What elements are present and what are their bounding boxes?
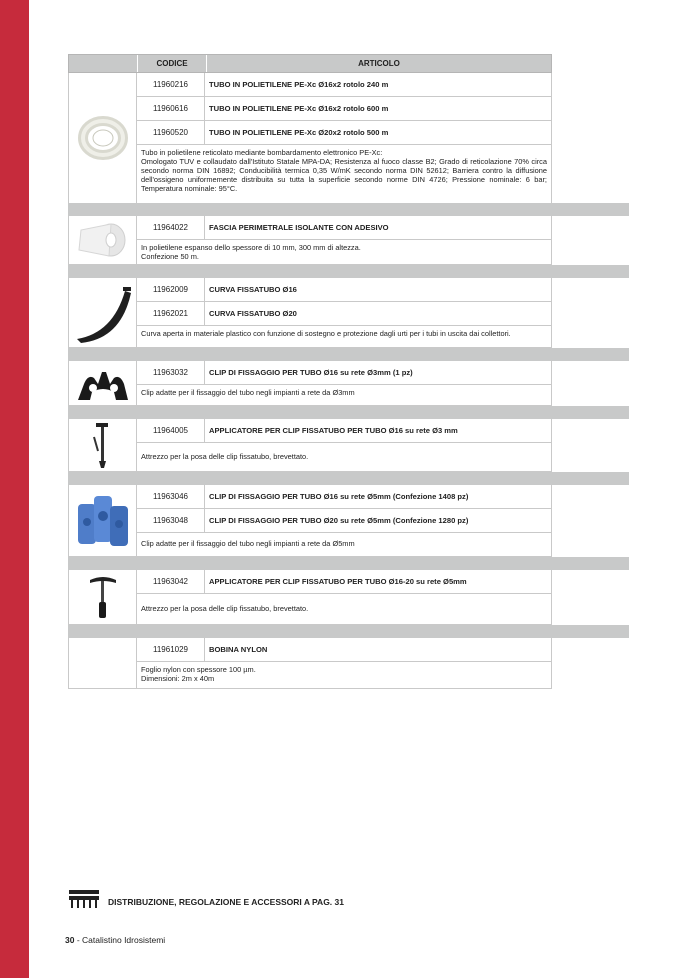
product-group-clip-3mm	[68, 361, 552, 406]
description-line: Confezione 50 m.	[141, 252, 199, 261]
group-separator	[68, 348, 629, 361]
group-separator	[68, 203, 629, 216]
table-row	[137, 73, 551, 97]
group-separator	[68, 265, 629, 278]
product-code: 11963032	[137, 361, 205, 384]
description-line: Clip adatte per il fissaggio del tubo negli impianti a rete da Ø3mm	[141, 388, 355, 397]
product-description	[137, 145, 551, 203]
product-group-bobina	[68, 638, 552, 689]
product-name: CLIP DI FISSAGGIO PER TUBO Ø20 su rete Ø5mm (Confezione 1280 pz)	[209, 516, 469, 525]
table-row	[137, 509, 551, 533]
product-name: FASCIA PERIMETRALE ISOLANTE CON ADESIVO	[209, 223, 389, 232]
clip-applicator-tool-image	[69, 419, 137, 471]
section-reference	[68, 888, 344, 915]
table-row	[137, 278, 551, 302]
product-description	[137, 533, 551, 556]
product-code: 11963046	[137, 485, 205, 508]
product-name: BOBINA NYLON	[209, 645, 268, 654]
table-row	[137, 121, 551, 145]
table-row	[137, 485, 551, 509]
table-row	[137, 216, 551, 240]
header-articolo: ARTICOLO	[358, 59, 400, 68]
description-line: Foglio nylon con spessore 100 µm.	[141, 665, 256, 674]
product-name: TUBO IN POLIETILENE PE-Xc Ø16x2 rotolo 240 m	[209, 80, 389, 89]
product-group-curva	[68, 278, 552, 348]
product-name: TUBO IN POLIETILENE PE-Xc Ø16x2 rotolo 600 m	[209, 104, 389, 113]
product-name: APPLICATORE PER CLIP FISSATUBO PER TUBO Ø16-20 su rete Ø5mm	[209, 577, 467, 586]
description-line: Tubo in polietilene reticolato mediante bombardamento elettronico PE-Xc:	[141, 148, 383, 157]
product-description	[137, 326, 551, 347]
product-group-tubo	[68, 73, 552, 204]
header-codice: CODICE	[138, 55, 207, 72]
product-code: 11960216	[137, 73, 205, 96]
description-line: Attrezzo per la posa delle clip fissatubo, brevettato.	[141, 604, 309, 613]
empty-image-cell	[69, 638, 137, 688]
table-row	[137, 97, 551, 121]
group-separator	[68, 406, 629, 419]
header-image-cell	[69, 55, 138, 72]
product-code: 11961029	[137, 638, 205, 661]
table-row	[137, 638, 551, 662]
product-name: APPLICATORE PER CLIP FISSATUBO PER TUBO Ø16 su rete Ø3 mm	[209, 426, 458, 435]
product-description	[137, 385, 551, 405]
table-row	[137, 302, 551, 326]
product-code: 11964022	[137, 216, 205, 239]
catalog-name: - Catalistino Idrosistemi	[74, 935, 166, 945]
group-separator	[68, 557, 629, 570]
section-reference-label: DISTRIBUZIONE, REGOLAZIONE E ACCESSORI A PAG. 31	[108, 896, 344, 907]
page-footer	[65, 935, 165, 945]
pipe-coil-image	[69, 73, 137, 203]
blue-clip-image	[69, 485, 137, 556]
product-group-applicatore-5mm	[68, 570, 552, 625]
product-name: CURVA FISSATUBO Ø16	[209, 285, 297, 294]
table-row	[137, 419, 551, 443]
table-row	[137, 570, 551, 594]
hammer-applicator-image	[69, 570, 137, 624]
product-code: 11960616	[137, 97, 205, 120]
product-code: 11960520	[137, 121, 205, 144]
description-line: Curva aperta in materiale plastico con funzione di sostegno e protezione dagli urti per i tubi in uscita dai collettori.	[141, 329, 511, 338]
product-name: CLIP DI FISSAGGIO PER TUBO Ø16 su rete Ø5mm (Confezione 1408 pz)	[209, 492, 469, 501]
product-description	[137, 662, 551, 688]
product-name: TUBO IN POLIETILENE PE-Xc Ø20x2 rotolo 500 m	[209, 128, 389, 137]
description-line: Omologato TUV e collaudato dall'Istituto Statale MPA-DA; Resistenza al fuoco classe B2; Grado di reticolazione 70% circa secondo norma DIN 16892; Conducibilità termica 0,35 W/mK secondo norma DIN 52612; Barriera contro la diffusione dell'ossigeno uniformemente distribuita su tutta la superficie secondo norme DIN 4726; Pressione nominale: 6 bar; Temperatura nominale: 95°C.	[141, 157, 547, 193]
table-row	[137, 361, 551, 385]
manifold-icon	[68, 888, 100, 915]
description-line: Clip adatte per il fissaggio del tubo negli impianti a rete da Ø5mm	[141, 539, 355, 548]
product-table	[68, 54, 552, 204]
product-code: 11963042	[137, 570, 205, 593]
fixing-clip-image	[69, 361, 137, 405]
group-separator	[68, 472, 629, 485]
side-accent-bar	[0, 0, 29, 978]
product-description	[137, 443, 551, 471]
product-group-fascia	[68, 216, 552, 265]
product-group-applicatore-3mm	[68, 419, 552, 472]
product-description	[137, 240, 551, 264]
description-line: Dimensioni: 2m x 40m	[141, 674, 215, 683]
table-header	[68, 54, 552, 73]
product-name: CURVA FISSATUBO Ø20	[209, 309, 297, 318]
description-line: Attrezzo per la posa delle clip fissatubo, brevettato.	[141, 452, 309, 461]
page-number: 30	[65, 935, 75, 945]
group-separator	[68, 625, 629, 638]
product-code: 11962009	[137, 278, 205, 301]
product-description	[137, 594, 551, 624]
product-group-clip-5mm	[68, 485, 552, 557]
pipe-bend-image	[69, 278, 137, 347]
product-code: 11964005	[137, 419, 205, 442]
insulating-strip-image	[69, 216, 137, 264]
product-code: 11962021	[137, 302, 205, 325]
description-line: In polietilene espanso dello spessore di 10 mm, 300 mm di altezza.	[141, 243, 361, 252]
product-name: CLIP DI FISSAGGIO PER TUBO Ø16 su rete Ø3mm (1 pz)	[209, 368, 413, 377]
product-code: 11963048	[137, 509, 205, 532]
